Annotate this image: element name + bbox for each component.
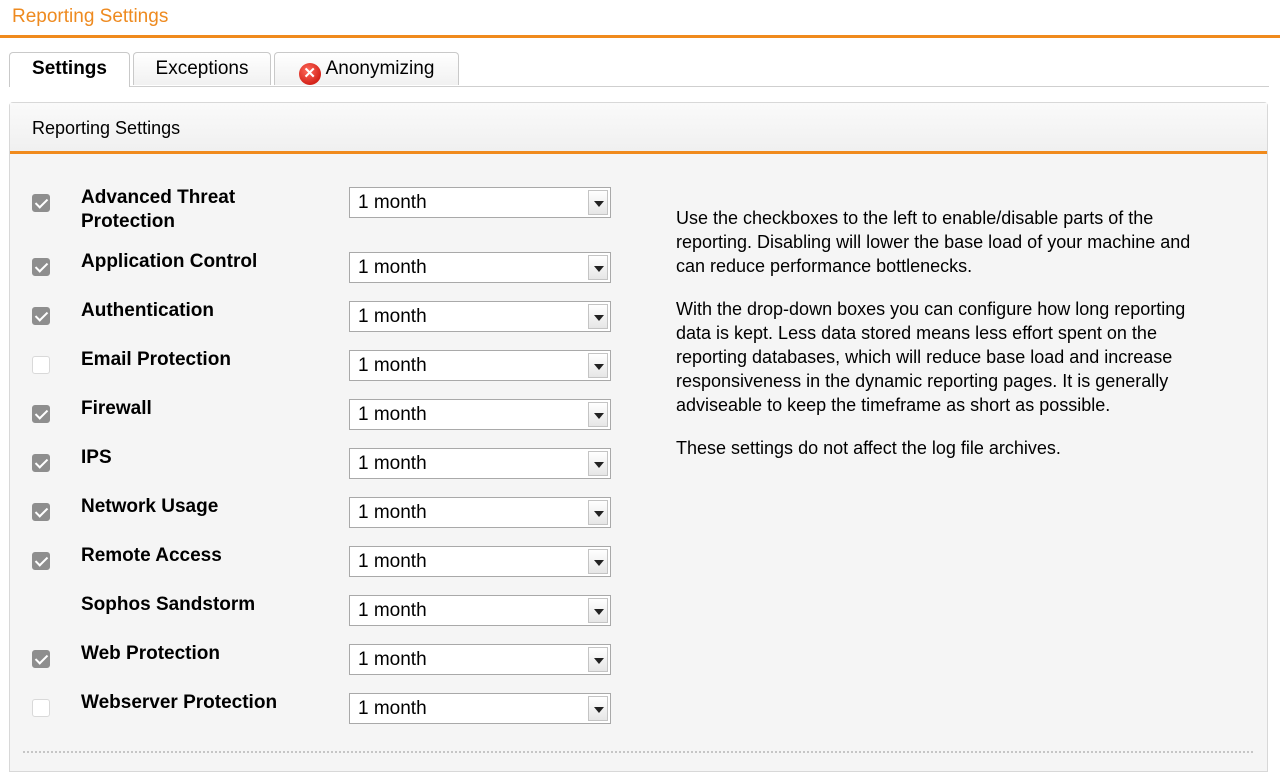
help-text — [676, 206, 1256, 479]
help-line: With the drop-down boxes you can configure how long reporting — [676, 299, 1186, 319]
help-line: Use the checkboxes to the left to enable/disable parts of the — [676, 208, 1154, 228]
enable-checkbox[interactable] — [32, 194, 50, 212]
retention-select[interactable] — [349, 301, 611, 332]
enable-checkbox[interactable] — [32, 650, 50, 668]
retention-select[interactable] — [349, 350, 611, 381]
enable-checkbox[interactable] — [32, 405, 50, 423]
retention-select[interactable] — [349, 644, 611, 675]
page-title: Reporting Settings — [12, 6, 169, 27]
retention-select[interactable] — [349, 595, 611, 626]
help-paragraph — [676, 206, 1256, 278]
setting-label — [81, 691, 341, 715]
setting-row — [10, 446, 630, 486]
help-line: adviseable to keep the timeframe as short as possible. — [676, 395, 1111, 415]
retention-select[interactable] — [349, 448, 611, 479]
retention-value: 1 month — [358, 257, 427, 278]
dropdown-arrow-icon[interactable] — [588, 255, 608, 280]
dropdown-arrow-icon[interactable] — [588, 190, 608, 215]
enable-checkbox[interactable] — [32, 699, 50, 717]
setting-label-line: Network Usage — [81, 496, 219, 517]
retention-select[interactable] — [349, 693, 611, 724]
setting-row — [10, 642, 630, 682]
setting-label — [81, 250, 341, 274]
setting-row — [10, 495, 630, 535]
reporting-settings-panel — [9, 102, 1268, 772]
dropdown-arrow-icon[interactable] — [588, 402, 608, 427]
dropdown-arrow-icon[interactable] — [588, 500, 608, 525]
retention-value: 1 month — [358, 453, 427, 474]
setting-label-line: Firewall — [81, 398, 152, 419]
help-line: reporting databases, which will reduce base load and increase — [676, 347, 1173, 367]
retention-value: 1 month — [358, 600, 427, 621]
setting-label-line: Advanced Threat — [81, 187, 236, 208]
setting-label-line: Web Protection — [81, 643, 220, 664]
tab-exceptions[interactable] — [133, 52, 271, 85]
tab-bar — [9, 52, 1269, 87]
help-line: reporting. Disabling will lower the base load of your machine and — [676, 232, 1191, 252]
retention-value: 1 month — [358, 192, 427, 213]
setting-row — [10, 397, 630, 437]
tab-exceptions-label: Exceptions — [155, 58, 249, 79]
help-line: data is kept. Less data stored means less effort spent on the — [676, 323, 1157, 343]
setting-label — [81, 642, 341, 666]
help-line: can reduce performance bottlenecks. — [676, 256, 973, 276]
setting-row — [10, 691, 630, 731]
separator — [23, 751, 1253, 753]
enable-checkbox[interactable] — [32, 503, 50, 521]
retention-value: 1 month — [358, 404, 427, 425]
enable-checkbox[interactable] — [32, 258, 50, 276]
setting-label — [81, 544, 341, 568]
enable-checkbox[interactable] — [32, 356, 50, 374]
panel-header — [10, 103, 1267, 154]
dropdown-arrow-icon[interactable] — [588, 451, 608, 476]
setting-label — [81, 495, 341, 519]
dropdown-arrow-icon[interactable] — [588, 353, 608, 378]
retention-select[interactable] — [349, 399, 611, 430]
dropdown-arrow-icon[interactable] — [588, 549, 608, 574]
setting-label — [81, 593, 341, 617]
tab-anonymizing[interactable] — [274, 52, 459, 85]
setting-row — [10, 250, 630, 290]
retention-select[interactable] — [349, 546, 611, 577]
dropdown-arrow-icon[interactable] — [588, 304, 608, 329]
retention-select[interactable] — [349, 252, 611, 283]
setting-label — [81, 348, 341, 372]
dropdown-arrow-icon[interactable] — [588, 598, 608, 623]
dropdown-arrow-icon[interactable] — [588, 696, 608, 721]
tab-anonymizing-label: Anonymizing — [325, 58, 435, 79]
setting-label — [81, 186, 341, 234]
setting-label-line: Application Control — [81, 251, 258, 272]
retention-value: 1 month — [358, 551, 427, 572]
enable-checkbox[interactable] — [32, 454, 50, 472]
enable-checkbox[interactable] — [32, 307, 50, 325]
panel-title: Reporting Settings — [32, 118, 181, 138]
setting-row — [10, 299, 630, 339]
error-icon: ✕ — [299, 63, 321, 85]
tab-settings-label: Settings — [32, 58, 107, 79]
setting-row — [10, 186, 630, 232]
setting-label-line: Authentication — [81, 300, 214, 321]
help-line: These settings do not affect the log file archives. — [676, 438, 1061, 458]
setting-row — [10, 593, 630, 633]
retention-value: 1 month — [358, 649, 427, 670]
help-line: responsiveness in the dynamic reporting pages. It is generally — [676, 371, 1169, 391]
setting-label-line: Webserver Protection — [81, 692, 278, 713]
dropdown-arrow-icon[interactable] — [588, 647, 608, 672]
setting-label-line: Sophos Sandstorm — [81, 594, 256, 615]
setting-label — [81, 299, 341, 323]
retention-select[interactable] — [349, 497, 611, 528]
retention-value: 1 month — [358, 698, 427, 719]
retention-value: 1 month — [358, 355, 427, 376]
setting-label-line: Email Protection — [81, 349, 231, 370]
retention-select[interactable] — [349, 187, 611, 218]
setting-row — [10, 544, 630, 584]
help-paragraph — [676, 436, 1256, 460]
retention-value: 1 month — [358, 502, 427, 523]
help-paragraph — [676, 297, 1256, 417]
enable-checkbox[interactable] — [32, 552, 50, 570]
setting-label — [81, 446, 341, 470]
setting-label-line: Remote Access — [81, 545, 222, 566]
setting-label-line: Protection — [81, 211, 175, 232]
page-header — [0, 0, 1280, 38]
retention-value: 1 month — [358, 306, 427, 327]
setting-row — [10, 348, 630, 388]
setting-label-line: IPS — [81, 447, 112, 468]
setting-label — [81, 397, 341, 421]
tab-settings[interactable] — [9, 52, 130, 87]
